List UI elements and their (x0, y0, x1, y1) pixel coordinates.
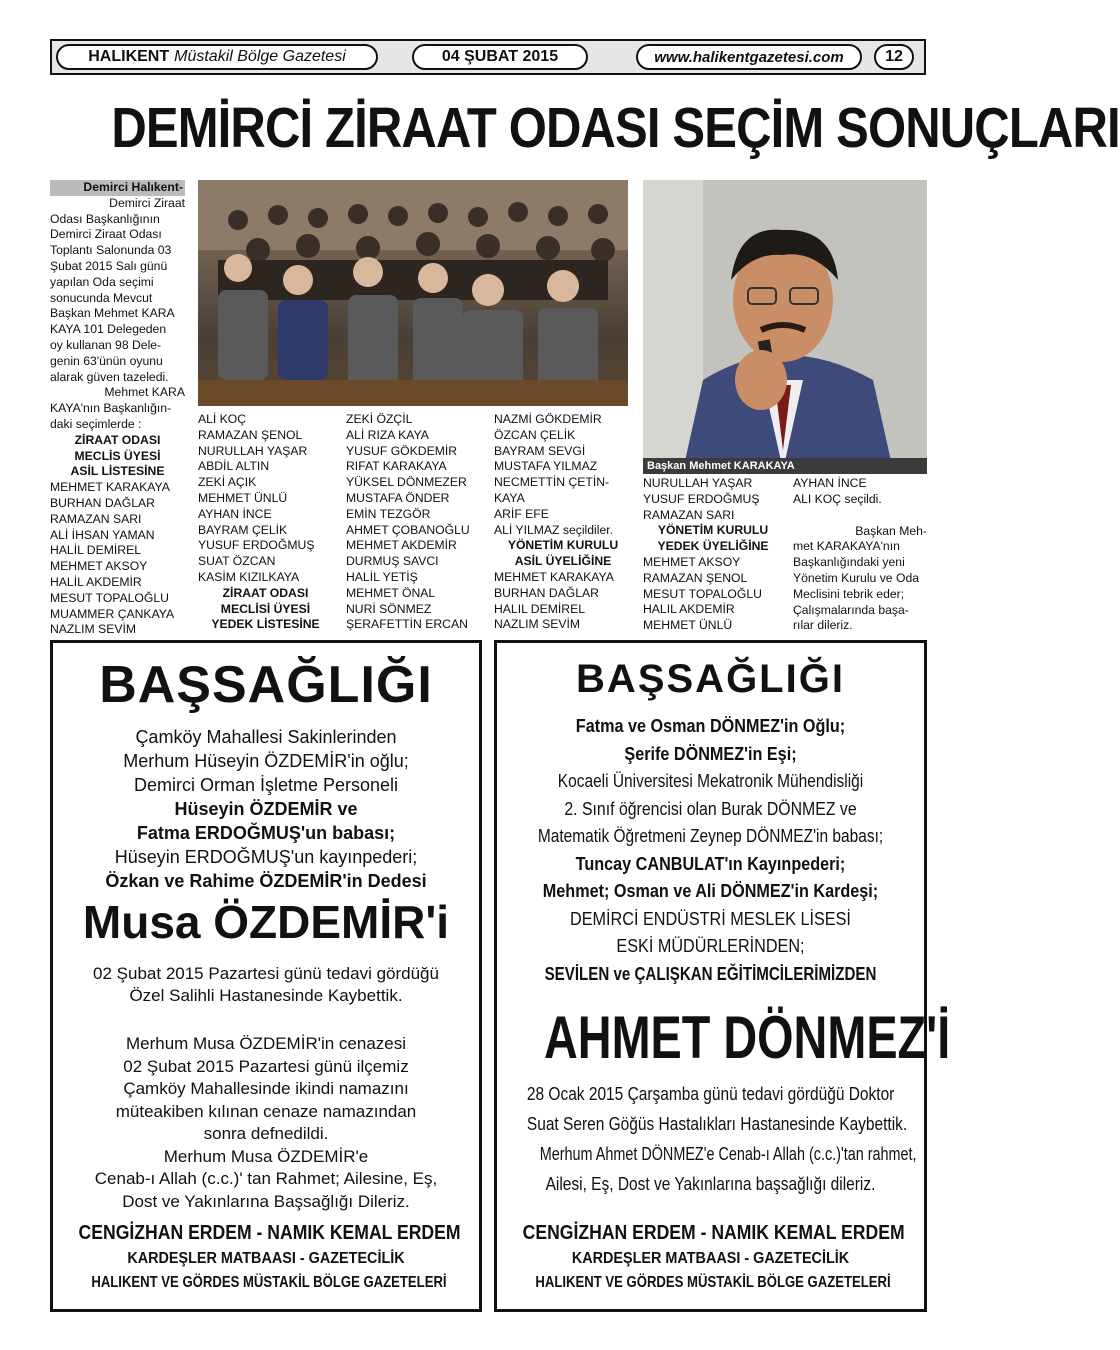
funeral-line: Merhum Musa ÖZDEMİR'e (163, 1146, 369, 1166)
president-portrait-photo (643, 180, 927, 470)
list-heading: YÖNETİM KURULU (657, 523, 769, 538)
funeral-line: Cenab-ı Allah (c.c.)' tan Rahmet; Ailesine, Eş, (94, 1169, 438, 1188)
paper-name-pill (56, 44, 378, 70)
article-dateline: Demirci Halıkent- (50, 180, 185, 196)
funeral-line: müteakiben kılınan cenaze namazından (115, 1101, 417, 1121)
name-item: RAMAZAN SARI (50, 511, 142, 526)
intro-line: Toplantı Salonunda 03 (50, 243, 172, 258)
closing-line: Meclisini tebrik eder; (793, 586, 905, 601)
funeral-line: sonra defnedildi. (203, 1124, 329, 1143)
article-column-5 (643, 476, 783, 634)
obituary-line: SEVİLEN ve ÇALIŞKAN EĞİTİMCİLERİMİZDEN (544, 963, 877, 984)
funeral-line: Merhum Musa ÖZDEMİR'in cenazesi (125, 1034, 407, 1053)
name-item: MEHMET AKSOY (643, 554, 741, 569)
crowd-illustration (198, 180, 628, 406)
intro-line: Şubat 2015 Salı günü (50, 258, 168, 273)
name-item: MEHMET ÜNLÜ (643, 618, 733, 633)
name-item: ARİF EFE (494, 506, 549, 521)
name-item: RAMAZAN ŞENOL (643, 570, 748, 585)
website-link[interactable]: www.halikentgazetesi.com (636, 44, 862, 70)
obituary-left-title: BAŞSAĞLIĞI (99, 656, 433, 714)
obituary-right-lines (497, 713, 924, 988)
intro-line: Demirci Ziraat (109, 195, 185, 210)
name-item: MEHMET KARAKAYA (494, 569, 614, 584)
name-item: DURMUŞ SAVCI (346, 554, 439, 569)
name-item: ZEKİ AÇIK (198, 475, 257, 490)
list-heading: ZİRAAT ODASI (222, 585, 309, 600)
closing-line: Çalışmalarında başa- (793, 602, 909, 617)
obituary-line: DEMİRCİ ENDÜSTRİ MESLEK LİSESİ (570, 908, 851, 929)
obituary-line: Tuncay CANBULAT'ın Kayınpederi; (575, 853, 846, 874)
deceased-name: AHMET DÖNMEZ'İ (543, 1004, 951, 1071)
name-item: BAYRAM ÇELİK (198, 522, 288, 537)
list-heading: YEDEK LİSTESİNE (211, 617, 320, 632)
death-line: Suat Seren Göğüs Hastalıkları Hastanesinde Kaybettik. (526, 1114, 908, 1134)
name-item: YUSUF GÖKDEMİR (346, 443, 458, 458)
portrait-illustration (643, 180, 927, 470)
name-item: SUAT ÖZCAN (198, 554, 276, 569)
obituary-line: Mehmet; Osman ve Ali DÖNMEZ'in Kardeşi; (542, 881, 879, 901)
intro-line: Mehmet KARA (104, 385, 185, 400)
name-item: AHMET ÇOBANOĞLU (346, 522, 470, 537)
name-item: MUSTAFA YILMAZ (494, 459, 598, 474)
name-item: ÖZCAN ÇELİK (494, 427, 576, 442)
signature-line: CENGİZHAN ERDEM - NAMIK KEMAL ERDEM (522, 1222, 905, 1244)
obituary-line: Hüseyin ERDOĞMUŞ'un kayınpederi; (114, 847, 418, 867)
name-item: ALİ RIZA KAYA (346, 427, 429, 442)
obituary-line: 2. Sınıf öğrencisi olan Burak DÖNMEZ ve (564, 798, 857, 819)
list-heading: ASİL LİSTESİNE (70, 464, 165, 479)
list-heading: MECLİS ÜYESİ (74, 448, 161, 463)
obituary-line: Fatma ERDOĞMUŞ'un babası; (136, 823, 396, 843)
name-item: RIFAT KARAKAYA (346, 459, 447, 474)
name-item: MUSTAFA ÖNDER (346, 490, 450, 505)
name-item: NURULLAH YAŞAR (198, 443, 308, 458)
obituary-line: Demirci Orman İşletme Personeli (133, 775, 399, 795)
name-item: AYHAN İNCE (793, 476, 867, 490)
obituary-line: Kocaeli Üniversitesi Mekatronik Mühendisliği (557, 771, 864, 791)
name-item: HALİL AKDEMİR (50, 574, 142, 589)
obituary-left-signature (53, 1219, 479, 1295)
name-item: YUSUF ERDOĞMUŞ (643, 491, 760, 506)
name-item: ŞERAFETTİN ERCAN (346, 617, 468, 632)
obituary-left-box (50, 640, 482, 1312)
closing-line: Yönetim Kurulu ve Oda (793, 570, 920, 585)
intro-line: alarak güven tazeledi. (50, 369, 169, 384)
name-item: MEHMET AKSOY (50, 559, 148, 574)
obituary-left-lines (53, 725, 479, 893)
name-item: YÜKSEL DÖNMEZER (346, 475, 467, 490)
name-item: HALİL DEMİREL (50, 543, 141, 558)
closing-line: met KARAKAYA'nın (793, 539, 900, 554)
name-item: MESUT TOPALOĞLU (50, 590, 169, 605)
obituary-line: Merhum Hüseyin ÖZDEMİR'in oğlu; (123, 751, 409, 771)
name-item: MUAMMER ÇANKAYA (50, 606, 175, 621)
funeral-line: Çamköy Mahallesinde ikindi namazını (123, 1079, 409, 1098)
name-item: HALİL YETİŞ (346, 569, 418, 584)
name-item: NAZLIM SEVİM (494, 617, 581, 632)
intro-line: daki seçimlerde : (50, 416, 142, 431)
deceased-name: Musa ÖZDEMİR'i (82, 896, 450, 948)
name-item: ALİ İHSAN YAMAN (50, 527, 155, 542)
intro-line: sonucunda Mevcut (50, 290, 153, 305)
name-item: NURULLAH YAŞAR (643, 476, 753, 490)
obituary-line: Özkan ve Rahime ÖZDEMİR'in Dedesi (105, 871, 427, 891)
intro-line: Demirci Ziraat Odası (50, 227, 162, 242)
name-item: KASİM KIZILKAYA (198, 569, 300, 584)
signature-line: KARDEŞLER MATBAASI - GAZETECİLİK (127, 1250, 405, 1267)
list-heading: ZİRAAT ODASI (74, 432, 161, 447)
issue-date: 04 ŞUBAT 2015 (412, 44, 588, 70)
list-heading: MECLİSİ ÜYESİ (220, 601, 311, 616)
article-column-4 (494, 412, 632, 633)
name-item: HALIL AKDEMİR (643, 602, 735, 617)
obituary-right-box (494, 640, 951, 1312)
name-item: AYHAN İNCE (198, 506, 272, 521)
article-column-1 (50, 180, 185, 638)
death-line: Merhum Ahmet DÖNMEZ'e Cenab-ı Allah (c.c.)'tan rahmet, (539, 1144, 917, 1164)
funeral-line: Dost ve Yakınlarına Başsağlığı Dileriz. (122, 1191, 410, 1211)
intro-line: KAYA 101 Delegeden (50, 322, 167, 337)
intro-line: Odası Başkanlığının (50, 211, 160, 226)
name-item: MESUT TOPALOĞLU (643, 586, 762, 601)
name-item: NAZLIM SEVİM (50, 622, 137, 637)
list-heading: ASİL ÜYELİĞİNE (514, 554, 612, 569)
obituary-left-death (53, 963, 479, 1007)
name-item: ZEKİ ÖZÇİL (346, 412, 413, 426)
death-line: 28 Ocak 2015 Çarşamba günü tedavi gördüğü Doktor (526, 1084, 895, 1104)
paper-name: HALIKENT (88, 48, 170, 65)
name-item: MEHMET AKDEMİR (346, 538, 457, 553)
intro-line: oy kullanan 98 Dele- (50, 337, 162, 352)
name-item: ALİ KOÇ (198, 412, 247, 426)
obituary-right-signature (497, 1219, 924, 1295)
obituary-line: Şerife DÖNMEZ'in Eşi; (624, 743, 797, 764)
intro-line: KAYA'nın Başkanlığın- (50, 401, 172, 416)
list-heading: YÖNETİM KURULU (507, 538, 619, 553)
name-item: EMİN TEZGÖR (346, 506, 431, 521)
name-item: BURHAN DAĞLAR (494, 585, 599, 600)
name-item: RAMAZAN SARI (643, 507, 735, 522)
name-item: NURİ SÖNMEZ (346, 601, 432, 616)
name-item: BAYRAM SEVGİ (494, 443, 586, 458)
funeral-line: 02 Şubat 2015 Pazartesi günü ilçemiz (123, 1056, 409, 1076)
obituary-line: Matematik Öğretmeni Zeynep DÖNMEZ'in babası; (537, 826, 884, 846)
list-heading: YEDEK ÜYELİĞİNE (657, 539, 769, 554)
article-column-3 (346, 412, 481, 633)
signature-line: HALIKENT VE GÖRDES MÜSTAKİL BÖLGE GAZETELERİ (91, 1274, 447, 1291)
closing-line: Başkanlığındaki yeni (793, 555, 905, 570)
name-item: ABDİL ALTIN (198, 459, 270, 474)
name-item: MEHMET ÖNAL (346, 585, 436, 600)
name-item: KAYA (494, 490, 525, 505)
intro-line: yapılan Oda seçimi (50, 274, 154, 289)
article-column-6 (793, 476, 927, 634)
page-number: 12 (874, 44, 914, 70)
obituary-line: Hüseyin ÖZDEMİR ve (174, 799, 358, 819)
name-item: NAZMİ GÖKDEMİR (494, 412, 602, 426)
name-item: ALİ YILMAZ seçildiler. (494, 522, 613, 537)
signature-line: CENGİZHAN ERDEM - NAMIK KEMAL ERDEM (78, 1222, 461, 1244)
article-column-2 (198, 412, 333, 633)
meeting-crowd-photo (198, 180, 628, 406)
photo-caption: Başkan Mehmet KARAKAYA (643, 458, 927, 474)
name-item: HALIL DEMİREL (494, 601, 585, 616)
page-headline: DEMİRCİ ZİRAAT ODASI SEÇİM SONUÇLARI (111, 96, 1120, 160)
paper-tagline: Müstakil Bölge Gazetesi (174, 48, 346, 65)
obituary-right-title: BAŞSAĞLIĞI (576, 657, 845, 701)
death-line: Ailesi, Eş, Dost ve Yakınlarına başsağlığı dileriz. (545, 1174, 876, 1194)
obituary-right-death (497, 1079, 924, 1199)
signature-line: HALIKENT VE GÖRDES MÜSTAKİL BÖLGE GAZETELERİ (535, 1274, 891, 1291)
death-line: Özel Salihli Hastanesinde Kaybettik. (129, 986, 403, 1005)
obituary-line: ESKİ MÜDÜRLERİNDEN; (616, 936, 805, 956)
name-item: RAMAZAN ŞENOL (198, 427, 303, 442)
closing-line: Başkan Meh- (855, 523, 927, 538)
name-item: MEHMET ÜNLÜ (198, 490, 288, 505)
obituary-left-funeral (53, 1033, 479, 1213)
signature-line: KARDEŞLER MATBAASI - GAZETECİLİK (571, 1250, 850, 1267)
obituary-line: Çamköy Mahallesi Sakinlerinden (135, 727, 397, 747)
intro-line: genin 63'ünün oyunu (50, 353, 163, 368)
obituary-line: Fatma ve Osman DÖNMEZ'in Oğlu; (575, 716, 846, 736)
name-item: MEHMET KARAKAYA (50, 480, 170, 495)
closing-line: rılar dileriz. (793, 618, 853, 633)
death-line: 02 Şubat 2015 Pazartesi günü tedavi gördüğü (93, 964, 439, 983)
name-item: BURHAN DAĞLAR (50, 495, 155, 510)
name-item: ALI KOÇ seçildi. (793, 491, 882, 506)
name-item: NECMETTİN ÇETİN- (494, 475, 610, 490)
intro-line: Başkan Mehmet KARA (50, 306, 175, 321)
name-item: YUSUF ERDOĞMUŞ (198, 538, 315, 553)
